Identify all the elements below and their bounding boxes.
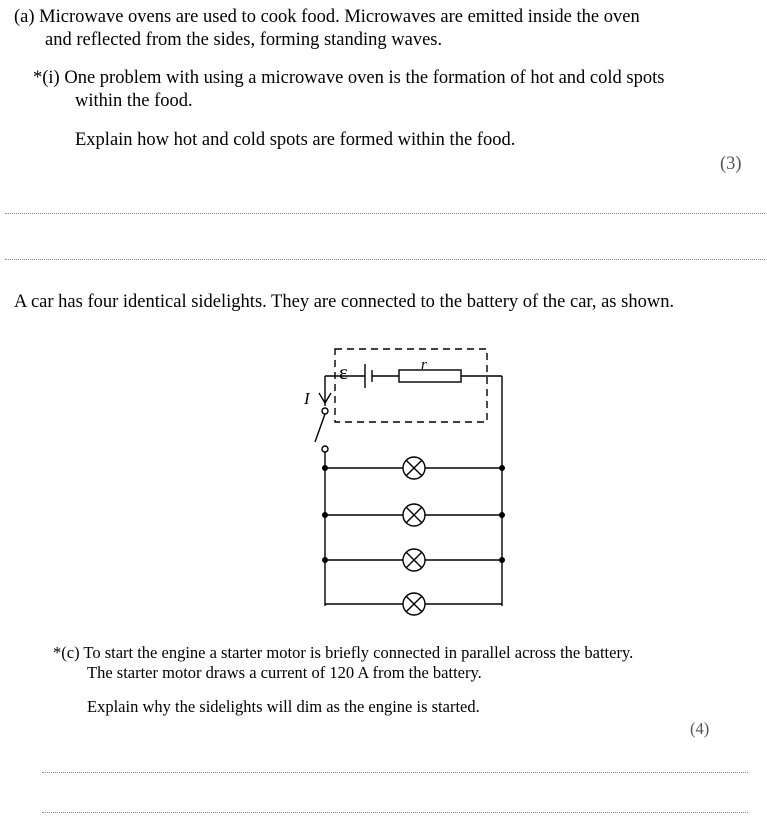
switch-contact <box>322 446 328 452</box>
junction-dot <box>322 465 328 471</box>
part-a-i-instruction: Explain how hot and cold spots are formed within the food. <box>75 130 516 150</box>
circuit-diagram <box>0 330 767 650</box>
sidelight-lamp <box>325 593 502 615</box>
junction-dot <box>322 557 328 563</box>
answer-line[interactable] <box>5 213 765 214</box>
part-a-i-line1: *(i) One problem with using a microwave oven is the formation of hot and cold spots <box>33 68 665 88</box>
part-a-i-marks: (3) <box>720 154 742 174</box>
part-a-line1: (a) Microwave ovens are used to cook food. Microwaves are emitted inside the oven <box>14 7 640 27</box>
car-question-intro: A car has four identical sidelights. They are connected to the battery of the car, as shown. <box>14 292 675 312</box>
junction-dot <box>499 465 505 471</box>
answer-line[interactable] <box>42 812 748 813</box>
emf-symbol: ε <box>339 360 348 384</box>
junction-dot <box>322 512 328 518</box>
sidelight-lamp <box>325 549 502 571</box>
part-c-marks: (4) <box>690 719 710 738</box>
part-c-instruction: Explain why the sidelights will dim as the engine is started. <box>87 697 480 716</box>
junction-dot <box>499 512 505 518</box>
part-c-line2: The starter motor draws a current of 120 A from the battery. <box>87 663 482 682</box>
switch-lever <box>315 414 325 442</box>
junction-dot <box>499 557 505 563</box>
part-c-line1: *(c) To start the engine a starter motor is briefly connected in parallel across the battery. <box>53 643 634 662</box>
sidelight-lamp <box>325 457 502 479</box>
internal-resistor <box>399 370 461 382</box>
answer-line[interactable] <box>42 772 748 773</box>
switch-contact <box>322 408 328 414</box>
answer-line[interactable] <box>5 259 765 260</box>
sidelight-lamp <box>325 504 502 526</box>
current-label: I <box>304 389 310 408</box>
part-a-line2: and reflected from the sides, forming standing waves. <box>45 30 443 50</box>
resistance-label: r <box>421 357 427 373</box>
part-a-i-line2: within the food. <box>75 91 193 111</box>
battery-enclosure <box>335 349 487 422</box>
